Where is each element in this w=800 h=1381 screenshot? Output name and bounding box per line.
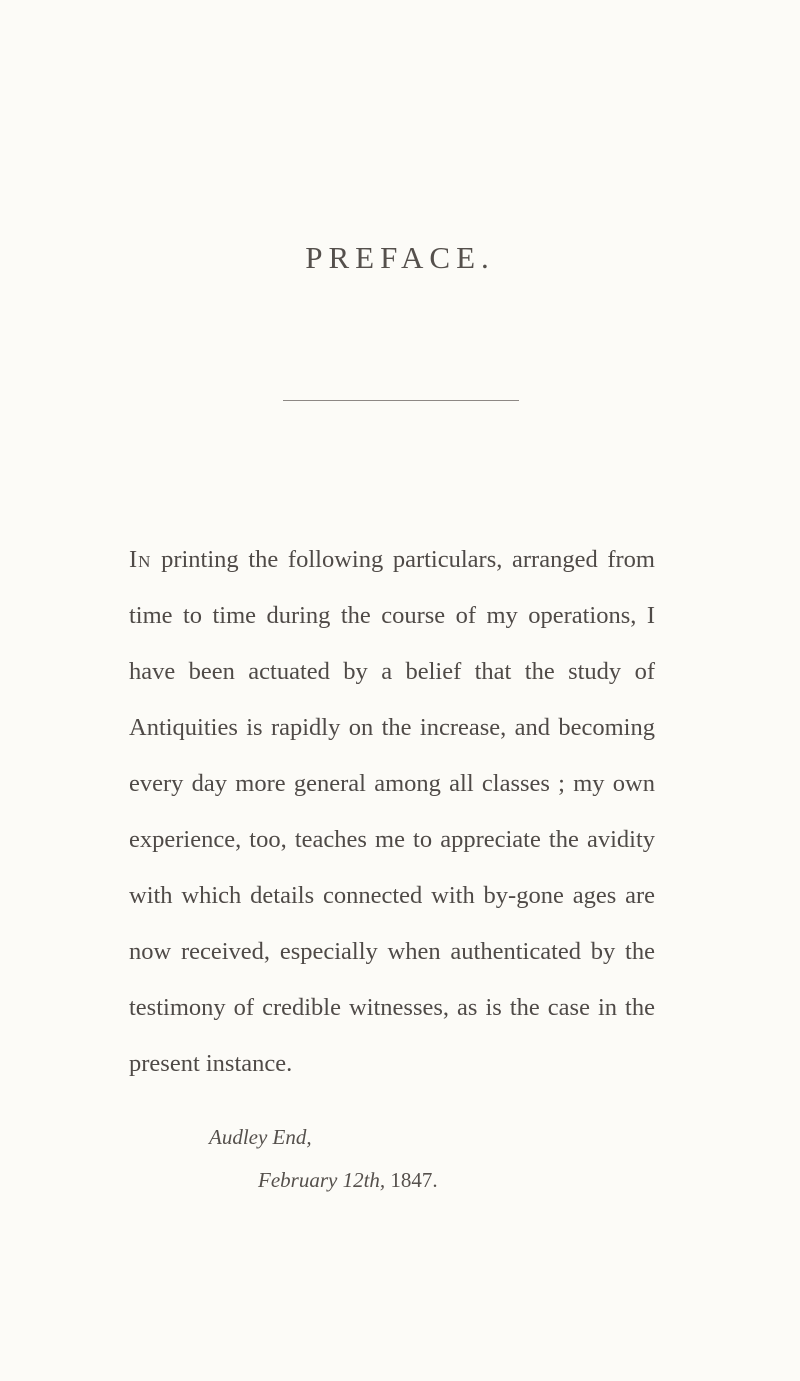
date-month: February (258, 1168, 338, 1192)
page-title: PREFACE. (305, 240, 495, 275)
date-day: 12th, (342, 1168, 386, 1192)
date-year: 1847. (390, 1168, 438, 1192)
title-divider (283, 400, 519, 401)
signature-place: Audley End, (209, 1125, 312, 1149)
paragraph-body: printing the following particulars, arranged from time to time during the course of my operations, I have been actuated by a belief that the study of Antiquities is rapidly on the increase, and becoming every day more general among all classes ; my own experience, too, teaches me to appreciate the avidity with which details connected with by-gone ages are now received, especially when authenticated by the testimony of credible witnesses, as is the case in the present instance. (129, 545, 655, 1077)
preface-paragraph (129, 532, 655, 1092)
signature-date (258, 1168, 438, 1193)
paragraph-lead-word: In (129, 545, 152, 573)
